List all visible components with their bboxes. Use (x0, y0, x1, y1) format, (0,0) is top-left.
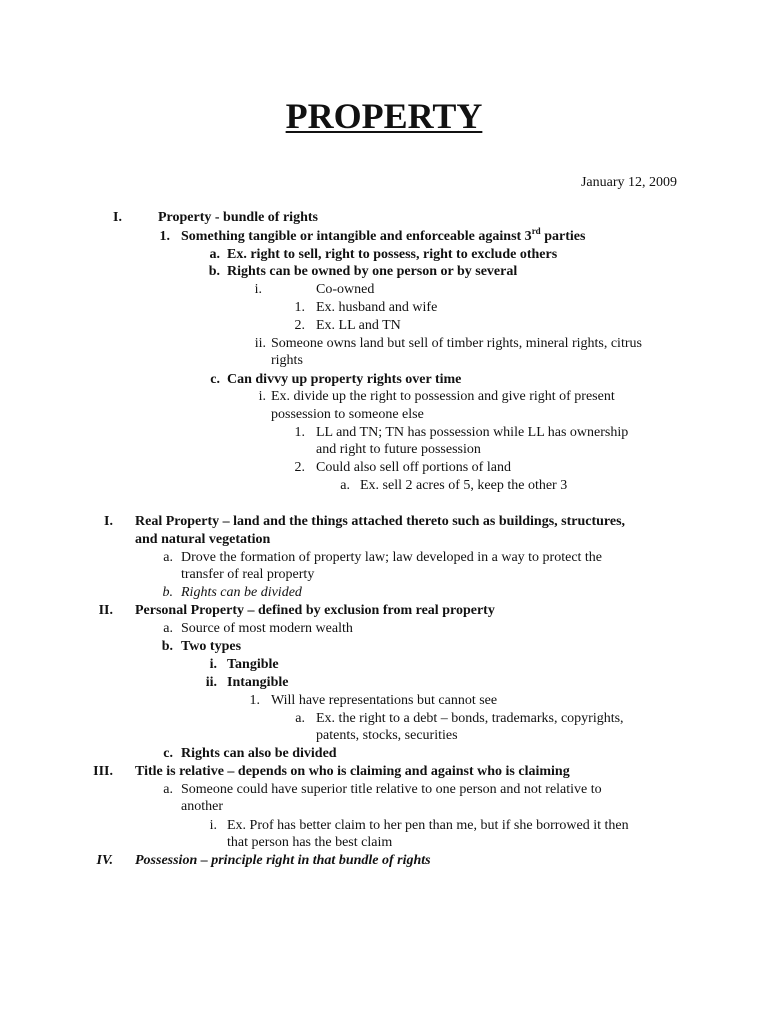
outline-marker: i. (254, 282, 262, 297)
outline-text-main: Rights can be divided (181, 585, 302, 600)
outline-text (227, 263, 517, 280)
outline-text (181, 781, 602, 798)
outline-text (227, 656, 279, 673)
outline-text-main: Someone could have superior title relative to one person and not relative to (181, 782, 602, 797)
outline-marker: a. (163, 621, 173, 636)
outline-marker: b. (208, 264, 220, 279)
outline-text-main: Personal Property – defined by exclusion from real property (135, 603, 495, 618)
outline-marker: a. (163, 550, 173, 565)
outline-text-main: and right to future possession (316, 442, 481, 457)
outline-text-main: Rights can be owned by one person or by several (227, 264, 518, 279)
outline-text (227, 246, 557, 263)
outline-text (181, 798, 223, 815)
outline-text (316, 317, 401, 334)
outline-marker: III. (93, 764, 113, 779)
outline-text (316, 727, 458, 744)
outline-text (135, 763, 570, 780)
outline-marker: ii. (205, 675, 217, 690)
outline-text-main: Ex. LL and TN (316, 318, 401, 333)
outline-text (181, 638, 241, 655)
outline-marker: i. (209, 657, 217, 672)
outline-text-main: patents, stocks, securities (316, 728, 458, 743)
outline-text-main: Ex. Prof has better claim to her pen than me, but if she borrowed it then (227, 818, 629, 833)
outline-text-main: Source of most modern wealth (181, 621, 353, 636)
outline-text-main: Something tangible or intangible and enforceable against 3 (181, 229, 532, 244)
outline-text (227, 674, 288, 691)
outline-text-main: Co-owned (316, 282, 375, 297)
outline-text-main: Rights can also be divided (181, 746, 337, 761)
outline-text-main: Someone owns land but sell of timber rights, mineral rights, citrus (271, 336, 642, 351)
outline-text-main: that person has the best claim (227, 835, 393, 850)
outline-text (316, 441, 481, 458)
outline-text-main: and natural vegetation (135, 532, 271, 547)
outline-marker: 1. (294, 300, 305, 315)
outline-text (227, 817, 629, 834)
outline-marker: c. (210, 372, 220, 387)
outline-text-main: rights (271, 353, 303, 368)
outline-text (135, 513, 625, 530)
outline-marker: 2. (294, 318, 305, 333)
outline-text (271, 692, 497, 709)
outline-marker: a. (340, 478, 350, 493)
outline-text-main: another (181, 799, 223, 814)
outline-marker: 2. (294, 460, 305, 475)
outline-marker: ii. (254, 336, 266, 351)
outline-text (316, 710, 624, 727)
outline-marker: I. (113, 210, 122, 225)
outline-text (271, 335, 642, 352)
outline-text (316, 424, 628, 441)
outline-text (181, 584, 302, 601)
outline-text-main: Property - bundle of rights (158, 210, 318, 225)
outline-text (181, 228, 585, 245)
page-title: PROPERTY (285, 96, 483, 136)
outline-marker: 1. (294, 425, 305, 440)
outline-text (135, 852, 431, 869)
outline-text-main: Drove the formation of property law; law developed in a way to protect the (181, 550, 603, 565)
outline-marker: i. (258, 389, 266, 404)
outline-text-main: Tangible (227, 657, 279, 672)
outline-text (227, 834, 392, 851)
outline-text-main: Ex. right to sell, right to possess, right to exclude others (227, 247, 558, 262)
outline-text (271, 352, 303, 369)
outline-text-main: Ex. divide up the right to possession and give right of present (271, 389, 615, 404)
outline-text-tail: parties (540, 229, 586, 244)
outline-marker: a. (163, 782, 173, 797)
outline-marker: i. (209, 818, 217, 833)
outline-text-main: Title is relative – depends on who is claiming and against who is claiming (135, 764, 570, 779)
outline-text-main: Could also sell off portions of land (316, 460, 511, 475)
outline-text (135, 531, 270, 548)
outline-text-main: transfer of real property (181, 567, 315, 582)
outline-marker: a. (295, 711, 305, 726)
outline-text (181, 620, 353, 637)
outline-text (271, 406, 424, 423)
outline-marker: b. (161, 639, 173, 654)
outline-text-main: LL and TN; TN has possession while LL has ownership (316, 425, 629, 440)
outline-marker: 1. (249, 693, 260, 708)
outline-text (135, 602, 495, 619)
outline-text-main: Intangible (227, 675, 289, 690)
outline-text (181, 566, 314, 583)
outline-text-main: Can divvy up property rights over time (227, 372, 462, 387)
outline-text (316, 299, 437, 316)
outline-marker: II. (98, 603, 113, 618)
outline-text-main: possession to someone else (271, 407, 424, 422)
document-date: January 12, 2009 (580, 175, 677, 190)
outline-text (181, 549, 602, 566)
outline-text (271, 388, 615, 405)
outline-marker: a. (209, 247, 220, 262)
outline-text-main: Ex. the right to a debt – bonds, trademarks, copyrights, (316, 711, 624, 726)
outline-marker: 1. (159, 229, 170, 244)
outline-text (360, 477, 567, 494)
outline-text (158, 209, 318, 226)
outline-text-main: Ex. sell 2 acres of 5, keep the other 3 (360, 478, 568, 493)
outline-marker: I. (104, 514, 113, 529)
outline-marker: b. (162, 585, 173, 600)
outline-text (181, 745, 337, 762)
outline-text-main: Will have representations but cannot see (271, 693, 498, 708)
outline-marker: c. (163, 746, 173, 761)
outline-text-main: Ex. husband and wife (316, 300, 438, 315)
outline-text (227, 371, 461, 388)
outline-text (316, 281, 374, 298)
outline-text-main: Real Property – land and the things attached thereto such as buildings, structures, (135, 514, 626, 529)
outline-marker: IV. (96, 853, 113, 868)
ordinal-superscript: rd (531, 226, 541, 236)
outline-text-main: Possession – principle right in that bundle of rights (135, 853, 431, 868)
outline-text (316, 459, 511, 476)
outline-text-main: Two types (181, 639, 242, 654)
